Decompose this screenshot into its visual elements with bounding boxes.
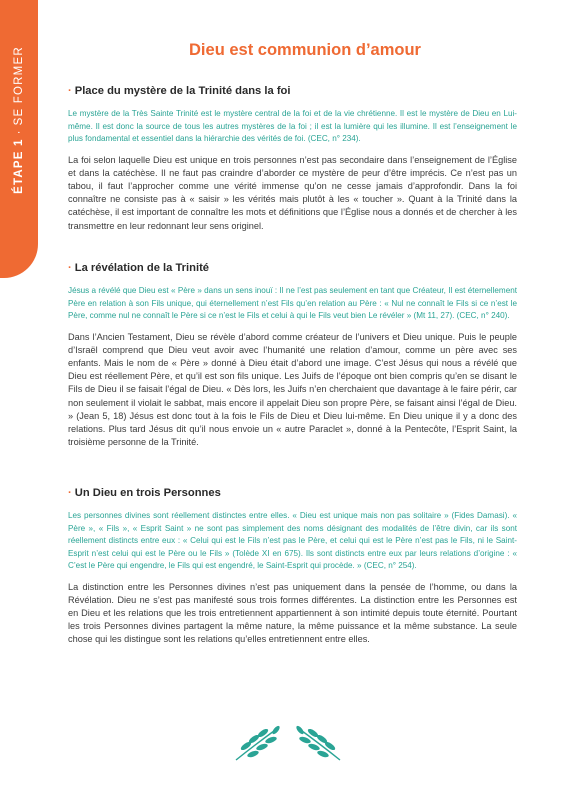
page-title: Dieu est communion d’amour (189, 41, 421, 59)
heading-text: Place du mystère de la Trinité dans la foi (74, 85, 291, 97)
step-separator: · (13, 129, 25, 135)
step-name: SE FORMER (13, 46, 25, 126)
olive-branches-icon (232, 722, 344, 764)
catechism-quote: Le mystère de la Très Sainte Trinité est le mystère central de la foi et de la vie chrétienne. Il est le mystère de Dieu en Lui-même. Il est donc la source de tous les autres mystères de la foi ; il est la lumière qui les illumine. Il est l’enseignement le plus fondamental et essentiel dans la hiérarchie des vérités de foi. (CEC, n° 234). (68, 109, 517, 143)
catechism-quote: Jésus a révélé que Dieu est « Père » dans un sens inouï : Il ne l’est pas seulement en tant que Créateur, Il est éternellement Père en relation à son Fils unique, qui éternellement n’est Fils qu’en relation au Père : « Nul ne connaît le Fils si ce n’est le Père, comme nul ne connaît le Père si ce n’est le Fils et celui à qui le Fils veut bien Le révéler » (Mt 11, 27). (CEC, n° 240). (68, 286, 517, 320)
step-label (13, 46, 25, 194)
heading-bullet: · (68, 487, 72, 499)
heading-bullet: · (68, 262, 72, 274)
body-paragraph: La foi selon laquelle Dieu est unique en trois personnes n’est pas secondaire dans l’enseignement de l’Église et dans la catéchèse. Il ne faut pas craindre d’aborder ce mystère de peur d’être imprécis. Ce n’est pas un tabou, il faut l’approcher comme une vérité immense qu’on ne cesse jamais d’approfondir. Dans la foi connaître ne consiste pas à « saisir » les vérités mais plutôt à les « toucher ». Quant à la Trinité dans la catéchèse, il est important de connaître les mots et définitions que l’Église nous a donnés et de chercher à les transmettre en leur redonnant leur sens originel. (68, 154, 517, 231)
section-three-persons (68, 487, 517, 647)
section-trinity-revelation (68, 262, 517, 449)
catechism-quote: Les personnes divines sont réellement distinctes entre elles. « Dieu est unique mais non pas solitaire » (Fides Damasi). « Père », « Fils », « Esprit Saint » ne sont pas simplement des noms désignant des modalités de l’être divin, car ils sont réellement distincts entre eux : « Celui qui est le Fils n’est pas le Père, et celui qui est le Père n’est pas le Fils, ni le Saint-Esprit n’est celui qui est le Père ou le Fils » (Tolède XI en 675). Ils sont distincts entre eux par leurs relations d’origine : « C’est le Père qui engendre, le Fils qui est engendré, le Saint-Esprit qui procède. » (CEC, n° 254). (68, 511, 517, 570)
step-number: ÉTAPE 1 (13, 138, 25, 194)
body-paragraph: Dans l’Ancien Testament, Dieu se révèle d’abord comme créateur de l’univers et Dieu unique. Puis le peuple d’Israël comprend que Dieu veut avoir avec l’humanité une relation d’amour, comme un père avec ses enfants. Mais le nom de « Père » donné à Dieu était d’abord une image. C’est Jésus qui nous a révélé que Dieu est réellement Père, et qu’il est son fils unique. Les Juifs de l’époque ont bien compris qu’en se disant le Fils de Dieu il se faisait l’égal de Dieu. « Dès lors, les Juifs n’en cherchaient que davantage à le faire périr, car non seulement il violait le sabbat, mais encore il appelait Dieu son propre Père, se faisant ainsi l’égal de Dieu. » (Jean 5, 18) Jésus est donc tout à la fois le Fils de Dieu et Dieu lui-même. En Dieu unique il y a donc des relations. Plus tard Jésus dit qu’il nous envoie un « autre Paraclet », donné à la Pentecôte, l’Esprit Saint, la troisième personne de la Trinité. (68, 331, 517, 448)
body-paragraph: La distinction entre les Personnes divines n’est pas uniquement dans la pensée de l’homme, ou dans la Révélation. Dieu ne s’est pas manifesté sous trois formes différentes. La distinction entre les Personnes est en Dieu et les relations que les trois entretiennent appartiennent à son intimité depuis toute éternité. Pourtant les trois Personnes divines partagent la même nature, la même puissance et la même substance. La seule chose qui les distingue sont les relations qu’elles entretiennent entre elles. (68, 581, 517, 645)
section-heading (68, 487, 517, 499)
step-side-tab (0, 0, 38, 278)
heading-text: La révélation de la Trinité (74, 262, 210, 274)
section-trinity-place (68, 85, 517, 233)
heading-bullet: · (68, 85, 72, 97)
section-heading (68, 85, 517, 97)
heading-text: Un Dieu en trois Personnes (74, 487, 221, 499)
section-heading (68, 262, 517, 274)
